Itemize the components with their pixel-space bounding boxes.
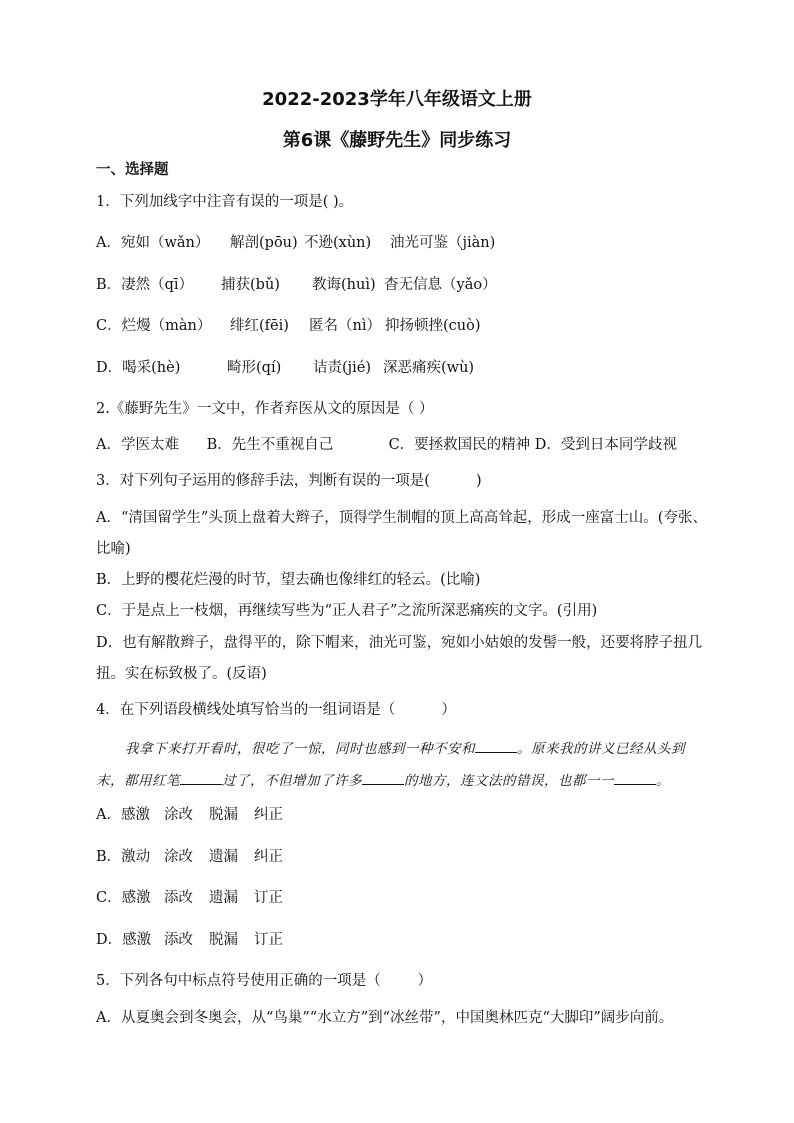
q1-c-2: 绯红(fēi) bbox=[230, 318, 289, 334]
q4-a-3: 脱漏 bbox=[209, 807, 238, 823]
q4-a-4: 纠正 bbox=[254, 807, 283, 823]
q1-a-3: 不逊(xùn) bbox=[304, 235, 372, 251]
q3-option-d-line2: 扭。实在标致极了。(反语) bbox=[96, 666, 267, 682]
q4-option-c bbox=[96, 888, 283, 908]
q4-passage-line1 bbox=[125, 738, 685, 759]
q3-option-c: C．于是点上一枝烟，再继续写些为“正人君子”之流所深恶痛疾的文字。(引用) bbox=[96, 603, 598, 619]
q1-b-1: B．凄然（qī） bbox=[96, 277, 194, 293]
q4-c-2: 添改 bbox=[164, 890, 193, 906]
q1-d-4: 深恶痛疾(wù) bbox=[383, 360, 475, 376]
q4-stem: 4．在下列语段横线处填写恰当的一组词语是（ ） bbox=[96, 702, 456, 718]
q1-a-4: 油光可鉴（jiàn) bbox=[390, 235, 496, 251]
q5-stem: 5．下列各句中标点符号使用正确的一项是（ ） bbox=[96, 973, 433, 989]
q4-c-1: C．感激 bbox=[96, 890, 151, 906]
fill-blank[interactable] bbox=[475, 738, 517, 753]
q4-d-4: 订正 bbox=[254, 932, 283, 948]
q3-option-a-line1: A．“清国留学生”头顶上盘着大辫子，顶得学生制帽的顶上高高耸起，形成一座富士山。(夸张、 bbox=[96, 510, 707, 526]
q1-c-4: 抑扬顿挫(cuò) bbox=[385, 318, 481, 334]
q3-stem: 3．对下列句子运用的修辞手法，判断有误的一项是( ) bbox=[96, 473, 482, 489]
q1-option-d bbox=[96, 358, 474, 378]
q1-d-3: 诘责(jié) bbox=[313, 360, 372, 376]
page-title: 2022-2023学年八年级语文上册 bbox=[262, 89, 532, 110]
q1-stem: 1．下列加线字中注音有误的一项是( )。 bbox=[96, 194, 354, 210]
q2-stem: 2.《藤野先生》一文中，作者弃医从文的原因是（ ） bbox=[96, 401, 434, 417]
q1-d-2: 畸形(qí) bbox=[227, 360, 282, 376]
q4-b-3: 遗漏 bbox=[209, 849, 238, 865]
q1-c-1: C．烂熳（màn） bbox=[96, 318, 212, 334]
q4-passage-text: 的地方，连文法的错误，也都一一 bbox=[404, 773, 614, 789]
q5-option-a: A．从夏奥会到冬奥会，从“鸟巢”“水立方”到“冰丝带”，中国奥林匹克“大脚印”阔步向前。 bbox=[96, 1010, 674, 1026]
q1-option-c bbox=[96, 316, 481, 336]
fill-blank[interactable] bbox=[180, 770, 222, 785]
q3-option-b: B．上野的樱花烂漫的时节，望去确也像绯红的轻云。(比喻) bbox=[96, 572, 481, 588]
q1-b-4: 杳无信息（yǎo） bbox=[384, 277, 497, 293]
page-subtitle: 第6课《藤野先生》同步练习 bbox=[282, 130, 512, 151]
q3-option-a-line2: 比喻) bbox=[96, 541, 131, 557]
q4-passage-text: 末，都用红笔 bbox=[96, 773, 180, 789]
fill-blank[interactable] bbox=[362, 770, 404, 785]
q4-c-3: 遗漏 bbox=[209, 890, 238, 906]
q4-passage-text: 。原来我的讲义已经从头到 bbox=[517, 741, 685, 757]
q1-b-3: 教诲(huì) bbox=[312, 277, 376, 293]
q4-passage-text: 。 bbox=[656, 773, 670, 789]
q1-a-1: A．宛如（wǎn） bbox=[96, 235, 210, 251]
q4-b-4: 纠正 bbox=[254, 849, 283, 865]
q4-b-2: 涂改 bbox=[164, 849, 193, 865]
q1-a-2: 解剖(pōu) bbox=[230, 235, 298, 251]
q4-option-a bbox=[96, 805, 283, 825]
fill-blank[interactable] bbox=[614, 770, 656, 785]
q4-passage-line2 bbox=[96, 770, 670, 791]
q4-a-1: A．感激 bbox=[96, 807, 150, 823]
q2-options: A．学医太难 B．先生不重视自己 C．要拯救国民的精神 D．受到日本同学歧视 bbox=[96, 437, 677, 453]
q4-option-d bbox=[96, 930, 283, 950]
q1-option-b bbox=[96, 275, 497, 295]
q1-option-a bbox=[96, 233, 495, 253]
q4-d-2: 添改 bbox=[164, 932, 193, 948]
q3-option-d-line1: D．也有解散辫子，盘得平的，除下帽来，油光可鉴，宛如小姑娘的发髻一般，还要将脖子扭几 bbox=[96, 635, 703, 651]
q4-c-4: 订正 bbox=[254, 890, 283, 906]
q1-b-2: 捕获(bǔ) bbox=[221, 277, 280, 293]
q4-passage-text: 过了，不但增加了许多 bbox=[222, 773, 362, 789]
q4-b-1: B．激动 bbox=[96, 849, 151, 865]
q4-d-3: 脱漏 bbox=[209, 932, 238, 948]
q1-d-1: D．喝采(hè) bbox=[96, 360, 181, 376]
section-heading: 一、选择题 bbox=[96, 162, 169, 178]
q4-passage-text: 我拿下来打开看时，很吃了一惊，同时也感到一种不安和 bbox=[125, 741, 475, 757]
q4-a-2: 涂改 bbox=[164, 807, 193, 823]
q1-c-3: 匿名（nì） bbox=[309, 318, 381, 334]
q4-d-1: D．感激 bbox=[96, 932, 152, 948]
q4-option-b bbox=[96, 847, 283, 867]
